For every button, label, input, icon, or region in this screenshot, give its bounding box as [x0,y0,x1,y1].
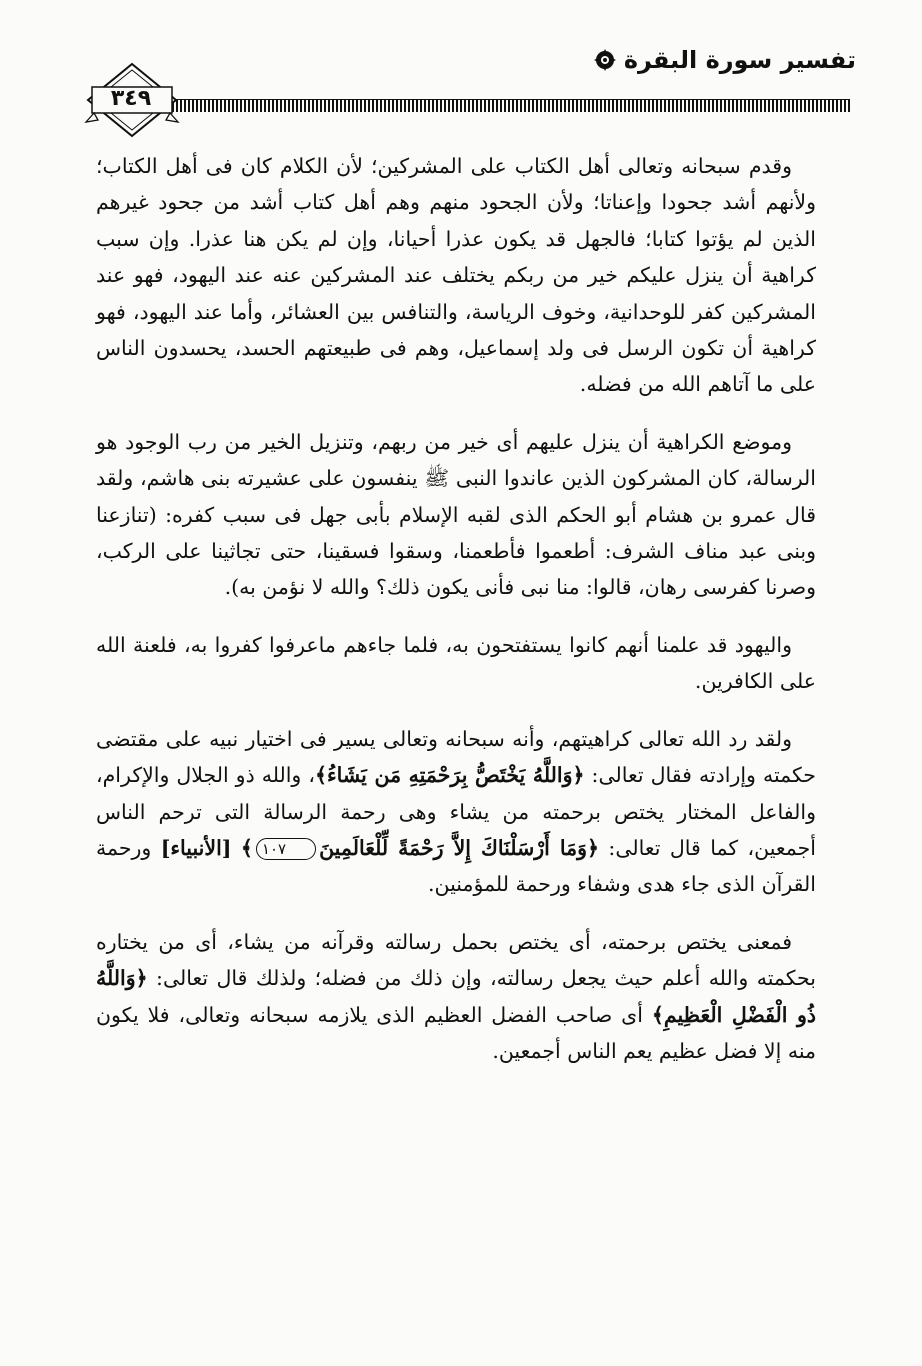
paragraph-text: وموضع الكراهية أن ينزل عليهم أى خير من ربهم، وتنزيل الخير من رب الوجود هو الرسالة، كان المشركون الذين عاندوا النبى ﷺ ينفسون على عشيرته بنى هاشم، ولقد قال عمرو بن هشام أبو الحكم الذى لقبه الإسلام بأبى جهل فى سبب كفره: (تنازعنا وبنى عبد مناف الشرف: أطعموا فأطعمنا، وسقوا فسقينا، حتى تجاثينا على الركب، وصرنا كفرسى رهان، قالوا: منا نبى فأنى يكون ذلك؟ والله لا نؤمن به). [96,429,816,600]
paragraph-text: وقدم سبحانه وتعالى أهل الكتاب على المشركين؛ لأن الكلام كان فى أهل الكتاب؛ ولأنهم أشد جحودا وإعناتا؛ ولأن الجحود منهم وهم أهل كتاب أشد من جحود غيرهم الذين لم يؤتوا كتابا؛ فالجهل قد يكون عذرا أحيانا، وإن لم يكن هنا عذرا. وإن سبب كراهية أن ينزل عليكم خير من ربكم يختلف عند المشركين عنه عند اليهود، فهو عند المشركين كفر للوحدانية، وخوف الرياسة، والتنافس بين العشائر، وأما عند اليهود، فهو كراهية أن تكون الرسل فى ولد إسماعيل، وهم فى طبيعتهم الحسد، يحسدون الناس على ما آتاهم الله من فضله. [96,154,816,397]
paragraph-text: ، والله ذو الجلال والإكرام، والفاعل المختار يختص برحمته من يشاء وهى رحمة الرسالة التى ترحم الناس أجمعين، كما قال تعالى: [96,763,816,860]
quran-verse: ﴿وَمَا أَرْسَلْنَاكَ إِلاَّ رَحْمَةً لِّلْعَالَمِينَ [319,835,600,860]
quran-verse-close: ﴾ [240,835,253,860]
paragraph-text: فمعنى يختص برحمته، أى يختص بحمل رسالته وقرآنه من يشاء، أى من يختاره بحكمته والله أعلم حيث يجعل رسالته، وإن ذلك من فضله؛ ولذلك قال تعالى: [96,929,816,991]
running-head-title: تفسير سورة البقرة [623,46,856,74]
body-text [96,148,816,1090]
header-rule [168,99,850,112]
paragraph-5 [96,924,816,1070]
paragraph-text: ورحمة القرآن الذى جاء هدى وشفاء ورحمة للمؤمنين. [96,835,816,897]
surah-reference: [الأنبياء] [160,835,232,860]
paragraph-4 [96,721,816,903]
paragraph-text: أى صاحب الفضل العظيم الذى يلازمه سبحانه وتعالى، فلا يكون منه إلا فضل عظيم يعم الناس أجمعين. [96,1002,816,1063]
paragraph-1 [96,148,816,403]
flower-ornament-icon [594,49,616,71]
paragraph-text: واليهود قد علمنا أنهم كانوا يستفتحون به، فلما جاءهم ماعرفوا كفروا به، فلعنة الله على الكافرين. [96,632,816,694]
quran-verse: ﴿وَاللَّهُ يَخْتَصُّ بِرَحْمَتِهِ مَن يَشَاءُ﴾ [314,763,585,788]
paragraph-3 [96,627,816,700]
quran-verse: ﴿وَاللَّهُ ذُو الْفَضْلِ الْعَظِيمِ﴾ [96,966,816,1027]
paragraph-text: ولقد رد الله تعالى كراهيتهم، وأنه سبحانه وتعالى يسير فى اختيار نبيه على مقتضى حكمته وإرادته فقال تعالى: [96,726,816,788]
page-number: ٣٤٩ [110,86,152,111]
spacer-text [231,836,240,860]
ayah-number-marker: ١٠٧ [256,838,316,860]
running-head [594,48,856,72]
paragraph-2 [96,424,816,606]
